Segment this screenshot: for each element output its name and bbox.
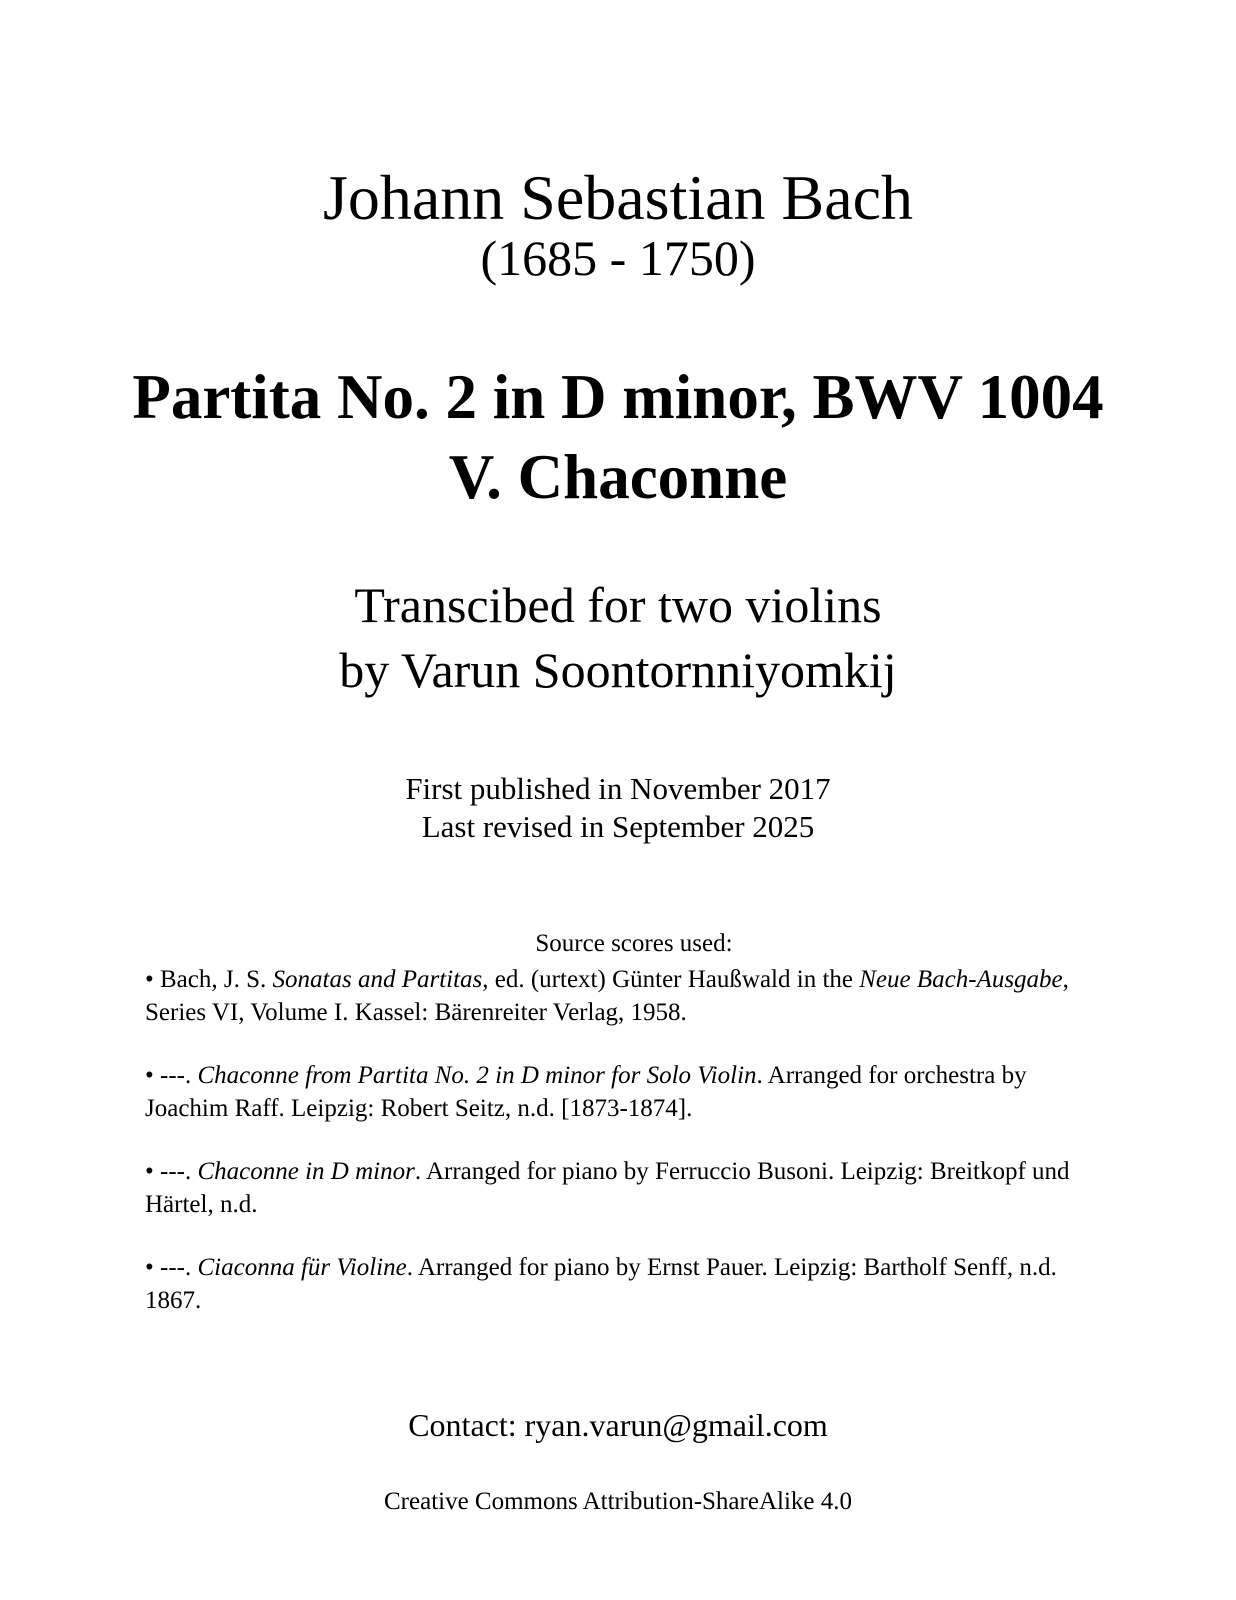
source-mid: , ed. (urtext) Günter Haußwald in the xyxy=(482,966,860,993)
source-title: Ciaconna für Violine xyxy=(197,1254,407,1281)
source-lead: • Bach, J. S. xyxy=(145,966,273,993)
source-lead: • ---. xyxy=(145,1158,198,1185)
license-line: Creative Commons Attribution-ShareAlike 4.0 xyxy=(384,1488,852,1515)
source-series-title: Neue Bach-Ausgabe xyxy=(859,966,1063,993)
composer-dates: (1685 - 1750) xyxy=(480,230,756,286)
source-item xyxy=(145,963,1095,1029)
source-tail: . Arranged for piano by Ernst Pauer. Leipzig: Bartholf Senff, n.d. 1867. xyxy=(145,1254,1057,1314)
source-lead: • ---. xyxy=(145,1254,198,1281)
transcription-line-2: by Varun Soontornniyomkij xyxy=(339,642,897,698)
sources-list xyxy=(145,963,1095,1347)
source-title: Chaconne from Partita No. 2 in D minor for Solo Violin xyxy=(197,1062,757,1089)
transcription-line-1: Transcibed for two violins xyxy=(354,577,882,633)
movement-title: V. Chaconne xyxy=(448,442,788,512)
source-title: Sonatas and Partitas xyxy=(272,966,483,993)
source-tail: , Series VI, Volume I. Kassel: Bärenreiter Verlag, 1958. xyxy=(145,966,1069,1026)
source-item xyxy=(145,1155,1095,1221)
composer-name: Johann Sebastian Bach xyxy=(322,162,914,233)
source-lead: • ---. xyxy=(145,1062,198,1089)
work-title: Partita No. 2 in D minor, BWV 1004 xyxy=(132,362,1104,432)
source-tail: . Arranged for piano by Ferruccio Busoni. Leipzig: Breitkopf und Härtel, n.d. xyxy=(145,1158,1070,1218)
source-item xyxy=(145,1059,1095,1125)
sources-heading: Source scores used: xyxy=(535,930,733,957)
source-tail: . Arranged for orchestra by Joachim Raff. Leipzig: Robert Seitz, n.d. [1873-1874]. xyxy=(145,1062,1027,1122)
contact-line: Contact: ryan.varun@gmail.com xyxy=(408,1407,828,1443)
source-item xyxy=(145,1251,1095,1317)
last-revised: Last revised in September 2025 xyxy=(421,809,815,844)
source-title: Chaconne in D minor xyxy=(197,1158,415,1185)
first-published: First published in November 2017 xyxy=(405,771,831,806)
